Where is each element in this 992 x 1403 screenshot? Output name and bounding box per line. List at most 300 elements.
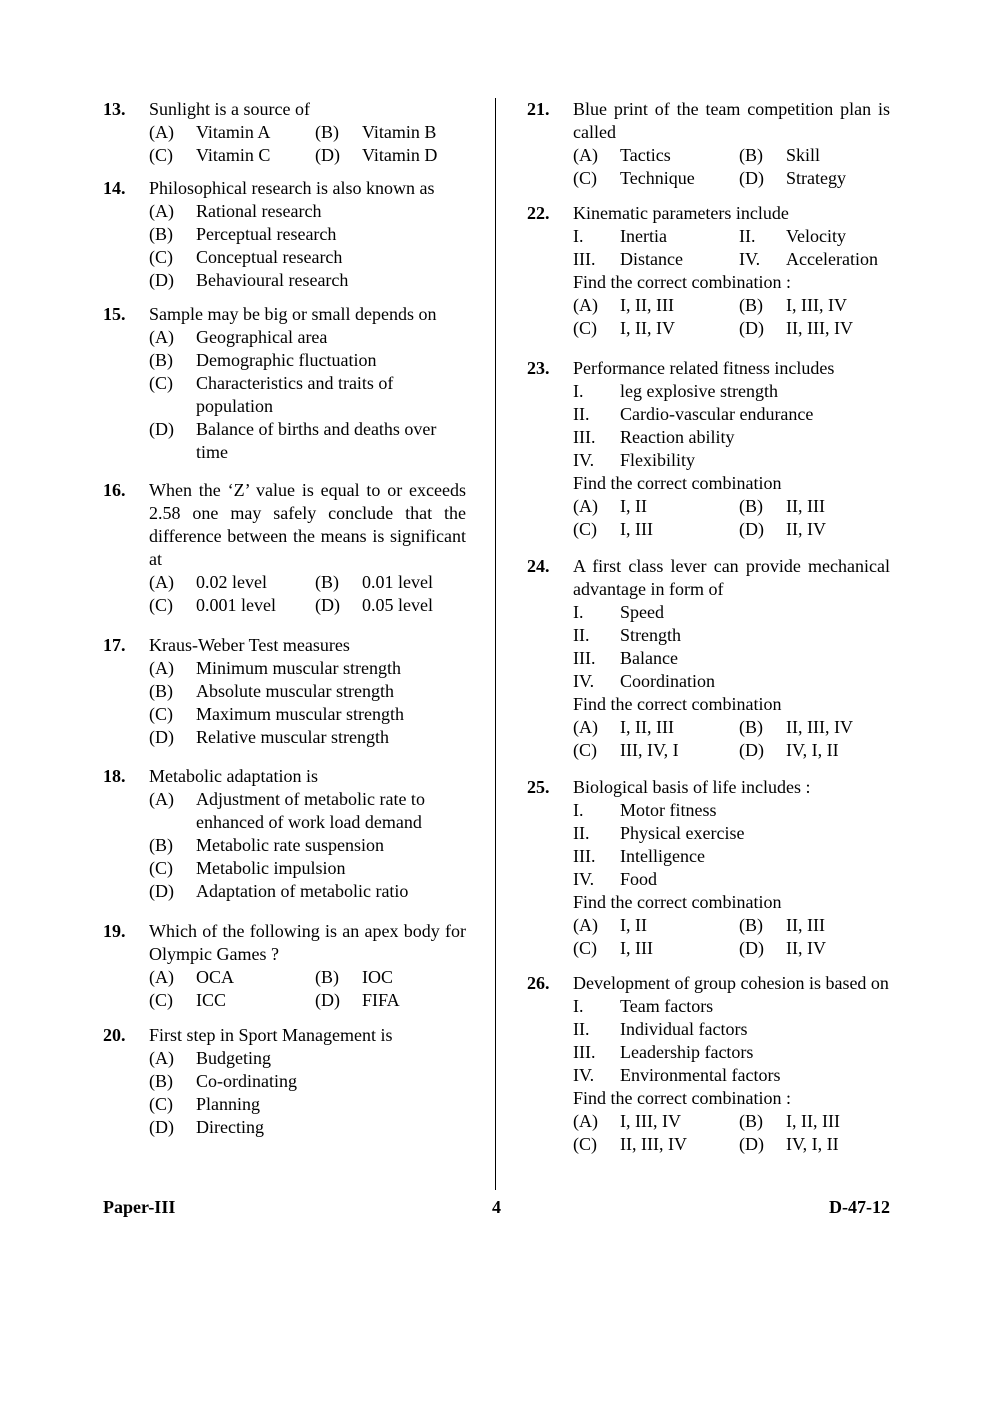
option [149,680,466,703]
item-label: (C) [149,595,173,615]
statement [573,248,739,271]
item-label: (A) [149,1048,174,1068]
statements [573,380,890,472]
item-text: Individual factors [620,1019,748,1039]
item-label: (A) [573,295,598,315]
option [573,716,739,739]
option [149,989,315,1012]
item-text: 0.001 level [196,595,276,615]
item-text: IV, I, II [786,1134,839,1154]
option [573,518,739,541]
option [149,223,466,246]
item-text: II, IV [786,519,826,539]
statement [573,426,890,449]
item-label: (A) [573,1111,598,1131]
item-label: (C) [573,938,597,958]
option [149,372,466,418]
question-stem: Development of group cohesion is based on [573,973,889,993]
left-column [103,98,466,1139]
option [315,966,466,989]
item-text: I, III, IV [786,295,847,315]
item-text: 0.02 level [196,572,267,592]
option [739,716,890,739]
item-text: Relative muscular strength [196,727,389,747]
item-text: Intelligence [620,846,705,866]
item-text: II, III [786,496,825,516]
option [739,739,890,762]
item-text: Strategy [786,168,846,188]
item-label: (C) [149,990,173,1010]
item-label: II. [573,823,590,843]
item-text: Budgeting [196,1048,271,1068]
statements [573,601,890,693]
item-label: (A) [573,915,598,935]
item-label: (B) [315,967,339,987]
instruction: Find the correct combination [573,694,782,714]
instruction: Find the correct combination : [573,272,791,292]
item-label: (A) [149,122,174,142]
statement [573,822,890,845]
options [149,571,466,617]
item-text: Skill [786,145,821,165]
item-text: Reaction ability [620,427,735,447]
question [103,177,466,292]
statement [573,799,890,822]
options [573,716,890,762]
option [573,914,739,937]
item-label: (C) [149,373,173,393]
options [149,966,466,1012]
item-label: IV. [739,249,761,269]
item-text: Team factors [620,996,714,1016]
options [149,121,466,167]
question [103,98,466,167]
question-stem: Biological basis of life includes : [573,777,811,797]
item-text: II, III, IV [786,717,853,737]
option [149,326,466,349]
item-label: I. [573,800,584,820]
item-text: Environmental factors [620,1065,781,1085]
item-label: (B) [739,1111,763,1131]
statement [739,225,890,248]
option [739,937,890,960]
item-text: Speed [620,602,664,622]
statement [573,647,890,670]
question-stem: Kraus-Weber Test measures [149,635,350,655]
option [149,966,315,989]
option [739,1110,890,1133]
statement [573,449,890,472]
item-text: Co-ordinating [196,1071,297,1091]
item-label: (C) [573,168,597,188]
item-label: (B) [149,350,173,370]
question-number: 14. [103,178,126,198]
item-label: (C) [573,1134,597,1154]
option [739,317,890,340]
item-label: (D) [149,1117,174,1137]
options [573,294,890,340]
item-text: Behavioural research [196,270,349,290]
item-text: I, II [620,915,647,935]
item-label: II. [573,404,590,424]
question [527,98,890,190]
statement [573,845,890,868]
item-text: II, III [786,915,825,935]
statement [573,995,890,1018]
item-text: I, II, IV [620,318,675,338]
item-label: III. [573,1042,596,1062]
question-stem: Blue print of the team competition plan is called [573,99,890,142]
item-text: Inertia [620,226,667,246]
question [527,972,890,1156]
option [739,1133,890,1156]
item-text: leg explosive strength [620,381,778,401]
item-text: Conceptual research [196,247,343,267]
item-label: (C) [149,247,173,267]
item-text: Minimum muscular strength [196,658,401,678]
question-number: 18. [103,766,126,786]
item-text: Acceleration [786,249,878,269]
item-text: Adaptation of metabolic ratio [196,881,409,901]
item-text: I, II, III [620,295,674,315]
question-number: 26. [527,973,550,993]
options [149,657,466,749]
item-text: II, III, IV [786,318,853,338]
option [149,144,315,167]
item-label: (D) [739,318,764,338]
item-label: (A) [573,717,598,737]
item-label: III. [573,249,596,269]
statements [573,799,890,891]
item-text: Directing [196,1117,264,1137]
question [103,634,466,749]
item-label: (B) [315,122,339,142]
item-label: III. [573,846,596,866]
item-text: OCA [196,967,235,987]
statement [573,380,890,403]
statement [573,601,890,624]
option [149,418,466,464]
option [739,144,890,167]
option [573,739,739,762]
question-stem: Performance related fitness includes [573,358,835,378]
option [149,1116,466,1139]
item-label: (A) [149,658,174,678]
option [315,571,466,594]
question [527,202,890,340]
option [315,989,466,1012]
item-label: I. [573,381,584,401]
item-label: (B) [149,224,173,244]
item-text: III, IV, I [620,740,679,760]
question [103,479,466,617]
item-label: (D) [149,270,174,290]
item-text: II, III, IV [620,1134,687,1154]
item-text: Rational research [196,201,322,221]
item-text: Strength [620,625,681,645]
item-label: (D) [739,168,764,188]
right-column [527,98,890,1156]
item-text: Leadership factors [620,1042,754,1062]
question [527,555,890,762]
options [573,495,890,541]
instruction: Find the correct combination [573,892,782,912]
option [315,594,466,617]
options [573,144,890,190]
option [149,246,466,269]
question [527,776,890,960]
item-text: Flexibility [620,450,696,470]
item-text: I, II, III [620,717,674,737]
item-label: (D) [315,145,340,165]
question [103,765,466,903]
option [149,571,315,594]
option [149,200,466,223]
option [149,1093,466,1116]
option [315,144,466,167]
statement [573,624,890,647]
question-stem: Philosophical research is also known as [149,178,435,198]
item-text: Vitamin A [196,122,271,142]
item-text: Geographical area [196,327,328,347]
item-text: Vitamin C [196,145,271,165]
statement [573,1064,890,1087]
item-label: (A) [149,967,174,987]
item-label: IV. [573,1065,595,1085]
item-label: II. [573,625,590,645]
option [573,294,739,317]
option [149,269,466,292]
question-stem: Which of the following is an apex body for Olympic Games ? [149,921,466,964]
item-text: Food [620,869,658,889]
item-label: (B) [149,1071,173,1091]
item-label: (B) [739,496,763,516]
item-label: (D) [739,519,764,539]
statement [573,403,890,426]
option [739,495,890,518]
item-label: (D) [739,1134,764,1154]
item-label: (C) [573,318,597,338]
item-label: (D) [739,740,764,760]
item-text: Planning [196,1094,261,1114]
item-text: Characteristics and traits of population [196,373,394,416]
item-label: (D) [315,990,340,1010]
item-text: 0.05 level [362,595,433,615]
options [149,1047,466,1139]
item-label: IV. [573,869,595,889]
option [739,518,890,541]
item-text: Coordination [620,671,715,691]
option [315,121,466,144]
item-label: III. [573,648,596,668]
options [573,914,890,960]
item-text: Maximum muscular strength [196,704,404,724]
item-text: Balance of births and deaths over time [196,419,437,462]
question [527,357,890,541]
item-label: (B) [739,295,763,315]
item-label: IV. [573,671,595,691]
item-label: (B) [315,572,339,592]
item-text: ICC [196,990,227,1010]
item-label: (B) [149,835,173,855]
statements [573,225,890,271]
item-text: I, III, IV [620,1111,681,1131]
question-number: 22. [527,203,550,223]
option [739,167,890,190]
statements [573,995,890,1087]
question-stem: When the ‘Z’ value is equal to or exceeds 2.58 one may safely conclude that the difference between the means is significant at [149,480,466,569]
question-number: 13. [103,99,126,119]
item-label: (C) [573,519,597,539]
option [149,594,315,617]
option [149,703,466,726]
item-text: Metabolic impulsion [196,858,346,878]
item-label: (D) [149,419,174,439]
item-label: (A) [149,201,174,221]
question-number: 16. [103,480,126,500]
item-text: Balance [620,648,678,668]
item-label: (B) [149,681,173,701]
option [149,1047,466,1070]
option [149,788,466,834]
options [573,1110,890,1156]
item-text: FIFA [362,990,400,1010]
item-text: Tactics [620,145,671,165]
item-label: (B) [739,915,763,935]
item-label: (C) [149,1094,173,1114]
question-number: 25. [527,777,550,797]
question-stem: Metabolic adaptation is [149,766,318,786]
item-label: (D) [315,595,340,615]
item-text: IV, I, II [786,740,839,760]
paper-code: D-47-12 [829,1197,890,1217]
options [149,788,466,903]
item-label: (B) [739,145,763,165]
question-number: 23. [527,358,550,378]
item-text: I, II [620,496,647,516]
options [149,326,466,464]
question-stem: Kinematic parameters include [573,203,789,223]
option [573,495,739,518]
options [149,200,466,292]
item-text: I, II, III [786,1111,840,1131]
item-label: (D) [149,727,174,747]
statement [573,225,739,248]
item-text: Demographic fluctuation [196,350,377,370]
option [573,1110,739,1133]
item-label: I. [573,996,584,1016]
page-number: 4 [492,1197,501,1217]
column-divider [495,98,496,1190]
statement [573,868,890,891]
item-text: II, IV [786,938,826,958]
statement [573,1018,890,1041]
item-label: (C) [573,740,597,760]
option [149,726,466,749]
question-number: 17. [103,635,126,655]
option [149,834,466,857]
question-number: 24. [527,556,550,576]
item-label: (C) [149,858,173,878]
option [149,880,466,903]
question-number: 21. [527,99,550,119]
option [739,294,890,317]
item-label: I. [573,226,584,246]
question-stem: A first class lever can provide mechanical advantage in form of [573,556,890,599]
statement [573,1041,890,1064]
paper-label: Paper-III [103,1197,176,1217]
item-label: (A) [149,327,174,347]
option [149,1070,466,1093]
question-number: 19. [103,921,126,941]
item-label: (D) [739,938,764,958]
item-text: Vitamin B [362,122,437,142]
item-text: I, III [620,938,653,958]
item-label: (C) [149,704,173,724]
item-label: II. [739,226,756,246]
item-label: IV. [573,450,595,470]
item-label: II. [573,1019,590,1039]
item-text: Physical exercise [620,823,745,843]
question-stem: Sunlight is a source of [149,99,310,119]
instruction: Find the correct combination [573,473,782,493]
item-label: (A) [149,789,174,809]
question-number: 15. [103,304,126,324]
item-label: (C) [149,145,173,165]
item-text: I, III [620,519,653,539]
statement [573,670,890,693]
item-text: 0.01 level [362,572,433,592]
question-number: 20. [103,1025,126,1045]
item-label: I. [573,602,584,622]
option [739,914,890,937]
option [573,167,739,190]
item-text: Distance [620,249,683,269]
option [149,857,466,880]
instruction: Find the correct combination : [573,1088,791,1108]
option [149,349,466,372]
item-text: IOC [362,967,393,987]
item-label: III. [573,427,596,447]
item-label: (A) [573,145,598,165]
question [103,303,466,464]
option [573,317,739,340]
item-text: Velocity [786,226,846,246]
item-label: (D) [149,881,174,901]
question [103,1024,466,1139]
option [573,144,739,167]
item-label: (A) [573,496,598,516]
question-stem: Sample may be big or small depends on [149,304,437,324]
option [573,937,739,960]
item-text: Perceptual research [196,224,337,244]
option [573,1133,739,1156]
item-text: Absolute muscular strength [196,681,394,701]
question [103,920,466,1012]
item-text: Cardio-vascular endurance [620,404,814,424]
item-text: Technique [620,168,695,188]
item-text: Motor fitness [620,800,717,820]
item-text: Vitamin D [362,145,438,165]
statement [739,248,890,271]
item-text: Adjustment of metabolic rate to enhanced of work load demand [196,789,425,832]
question-stem: First step in Sport Management is [149,1025,393,1045]
item-label: (B) [739,717,763,737]
item-label: (A) [149,572,174,592]
option [149,657,466,680]
option [149,121,315,144]
item-text: Metabolic rate suspension [196,835,384,855]
